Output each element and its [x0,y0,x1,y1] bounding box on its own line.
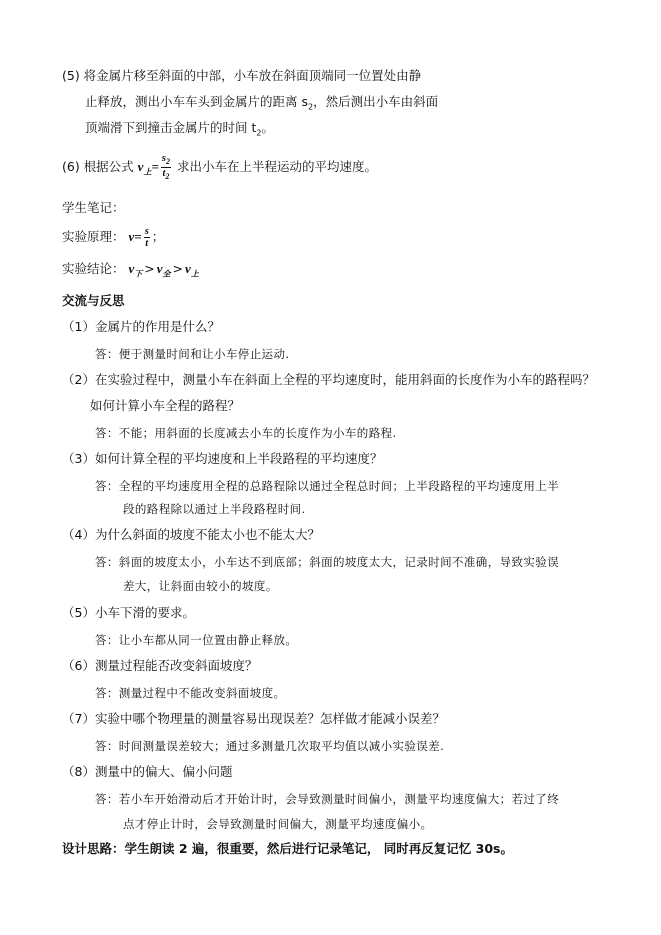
answer-3-line2: 段的路程除以通过上半段路程时间. [123,502,306,516]
answer-5: 答：让小车都从同一位置由静止释放。 [95,633,298,647]
step5-line3 [85,119,274,143]
question-2-line1: （2）在实验过程中，测量小车在斜面上全程的平均速度时，能用斜面的长度作为小车的路程吗？ [62,372,595,387]
answer-1: 答：便于测量时间和让小车停止运动. [95,347,290,361]
step5-line2 [85,93,438,117]
step5-line3-b: 。 [261,120,274,135]
step6-formula-eq: = [151,159,159,174]
answer-8-line2: 点才停止计时，会导致测量时间偏大，测量平均速度偏小。 [123,817,433,831]
question-4: （4）为什么斜面的坡度不能太小也不能太大？ [62,527,320,542]
conclusion-gt-2: > [172,261,184,276]
step6-formula-var: $v_上$ [137,159,152,177]
step6-formula-fraction: $\frac{s_2}{t_2}$ [161,152,170,182]
answer-4-line2: 差大，让斜面由较小的坡度。 [123,579,278,593]
conclusion-v-full: $v_全$ [156,261,171,279]
step6-suffix: 求出小车在上半程运动的平均速度。 [176,159,377,174]
step5-line3-a: 顶端滑下到撞击金属片的时间 t [85,120,257,135]
principle-eq: = [134,229,142,244]
conclusion-v-down: $v_下$ [128,261,143,279]
question-2-line2: 如何计算小车全程的路程？ [90,398,241,413]
answer-4-line1: 答：斜面的坡度太小，小车达不到底部；斜面的坡度太大，记录时间不准确，导致实验误 [95,555,560,569]
question-6: （6）测量过程能否改变斜面坡度？ [62,658,258,673]
design-note [62,840,513,858]
question-1: （1）金属片的作用是什么？ [62,319,220,334]
step5-line2-sub: 2 [308,102,314,112]
principle-var: v [128,229,135,244]
design-label: 设计思路： [62,841,125,856]
conclusion-gt-1: > [144,261,155,276]
step5-line2-b: ，然后测出小车由斜面 [313,94,439,109]
answer-6: 答：测量过程中不能改变斜面坡度。 [95,686,286,700]
question-8: （8）测量中的偏大、偏小问题 [62,764,233,779]
answer-7: 答：时间测量误差较大；通过多测量几次取平均值以减小实验误差. [95,739,445,753]
answer-2: 答：不能；用斜面的长度减去小车的长度作为小车的路程. [95,426,397,440]
notes-conclusion [62,260,199,284]
conclusion-v-up: $v_上$ [185,261,199,279]
step6-line [62,152,377,188]
answer-8-line1: 答：若小车开始滑动后才开始计时，会导致测量时间偏小，测量平均速度偏大；若过了终 [95,792,560,806]
principle-end: ； [151,229,165,244]
notes-title: 学生笔记： [62,200,125,215]
notes-principle [62,224,164,250]
step5-line3-sub: 2 [256,128,262,138]
step5-line2-a: 止释放，测出小车车头到金属片的距离 s [85,94,308,109]
question-3: （3）如何计算全程的平均速度和上半段路程的平均速度？ [62,451,383,466]
design-text: 学生朗读 2 遍，很重要，然后进行记录笔记， 同时再反复记忆 30s。 [124,841,513,856]
step5-line1: (5) 将金属片移至斜面的中部，小车放在斜面顶端同一位置处由静 [62,68,422,83]
principle-label: 实验原理： [62,229,125,244]
question-5: （5）小车下滑的要求。 [62,605,195,620]
answer-3-line1: 答：全程的平均速度用全程的总路程除以通过全程总时间；上半段路程的平均速度用上半 [95,479,560,493]
reflection-title: 交流与反思 [62,293,125,308]
principle-fraction: $\frac{s}{t}$ [144,226,149,249]
step6-prefix: (6) 根据公式 [62,159,134,174]
conclusion-label: 实验结论： [62,261,125,276]
question-7: （7）实验中哪个物理量的测量容易出现误差？怎样做才能减小误差？ [62,711,445,726]
